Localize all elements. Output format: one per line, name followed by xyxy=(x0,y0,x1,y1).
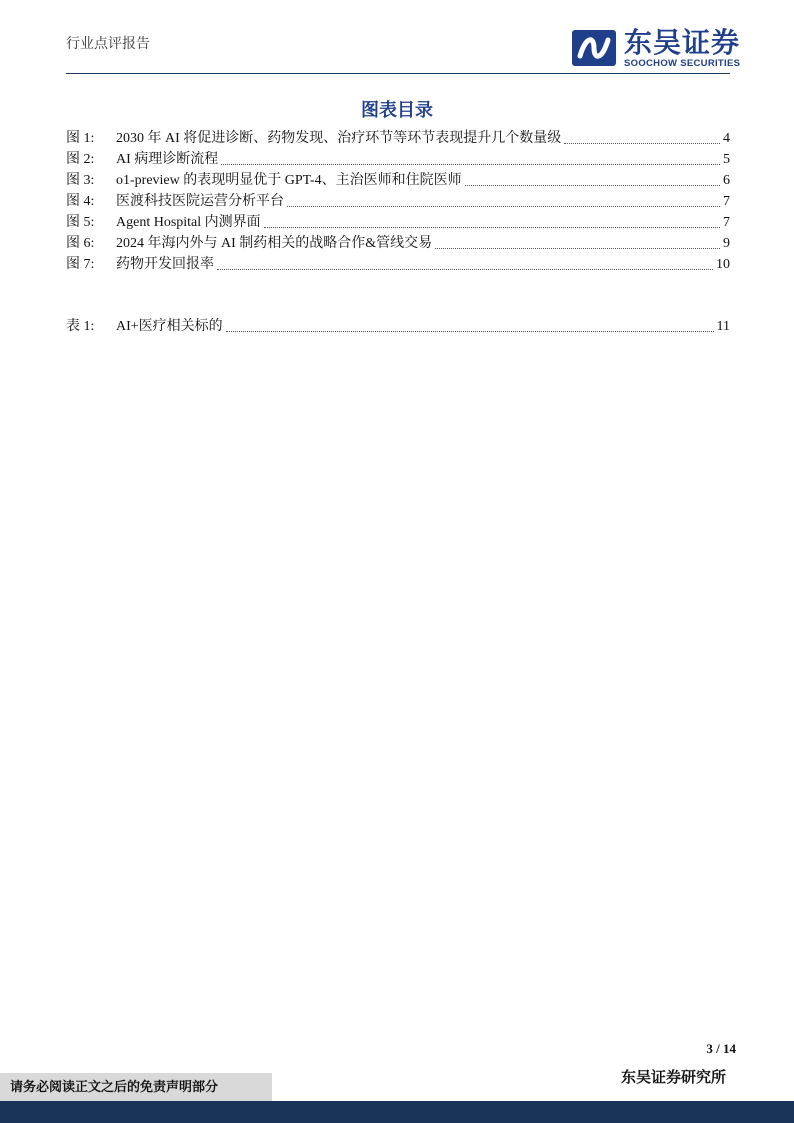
figure-toc-list xyxy=(66,128,730,275)
toc-entry-page: 11 xyxy=(716,319,730,334)
toc-entry-label: 图 4: xyxy=(66,194,95,209)
toc-entry-label: 图 2: xyxy=(66,152,95,167)
toc-leader-dots xyxy=(264,226,720,228)
toc-entry-label: 图 5: xyxy=(66,215,95,230)
toc-entry-text: 药物开发回报率 xyxy=(116,257,214,272)
toc-entry-page: 5 xyxy=(723,152,730,167)
toc-leader-dots xyxy=(564,142,720,144)
toc-entry[interactable] xyxy=(66,191,730,212)
toc-entry[interactable] xyxy=(66,149,730,170)
toc-entry-page: 9 xyxy=(723,236,730,251)
toc-entry-label: 图 1: xyxy=(66,131,95,146)
toc-entry-label: 图 7: xyxy=(66,257,95,272)
toc-leader-dots xyxy=(226,330,714,332)
toc-entry[interactable] xyxy=(66,254,730,275)
institute-name: 东吴证券研究所 xyxy=(620,1070,726,1086)
logo-english-name: SOOCHOW SECURITIES xyxy=(624,58,741,69)
toc-entry-text: AI+医疗相关标的 xyxy=(116,319,223,334)
disclaimer-note: 请务必阅读正文之后的免责声明部分 xyxy=(0,1073,272,1101)
toc-title: 图表目录 xyxy=(361,100,433,120)
toc-leader-dots xyxy=(221,163,720,165)
toc-leader-dots xyxy=(435,247,720,249)
logo-chinese-name: 东吴证券 xyxy=(624,26,741,59)
soochow-logo-icon xyxy=(572,28,618,68)
toc-leader-dots xyxy=(287,205,720,207)
header-divider xyxy=(66,73,730,74)
toc-entry-text: 2024 年海内外与 AI 制药相关的战略合作&管线交易 xyxy=(116,236,433,251)
report-category: 行业点评报告 xyxy=(66,37,150,52)
page-number: 3 / 14 xyxy=(706,1041,736,1056)
toc-entry-text: 2030 年 AI 将促进诊断、药物发现、治疗环节等环节表现提升几个数量级 xyxy=(116,131,562,146)
toc-entry[interactable] xyxy=(66,316,730,337)
toc-entry-text: o1-preview 的表现明显优于 GPT-4、主治医师和住院医师 xyxy=(116,173,462,188)
toc-entry-label: 表 1: xyxy=(66,319,95,334)
toc-entry[interactable] xyxy=(66,170,730,191)
toc-entry-text: 医渡科技医院运营分析平台 xyxy=(116,194,284,209)
toc-entry[interactable] xyxy=(66,128,730,149)
toc-entry-page: 7 xyxy=(723,215,730,230)
footer-bar xyxy=(0,1101,794,1123)
company-logo xyxy=(572,28,740,69)
toc-entry[interactable] xyxy=(66,212,730,233)
toc-entry-text: AI 病理诊断流程 xyxy=(116,152,219,167)
toc-leader-dots xyxy=(217,268,713,270)
toc-entry-page: 4 xyxy=(723,131,730,146)
toc-entry-page: 6 xyxy=(723,173,730,188)
toc-leader-dots xyxy=(465,184,720,186)
toc-entry-page: 7 xyxy=(723,194,730,209)
toc-entry-label: 图 3: xyxy=(66,173,95,188)
table-toc-list xyxy=(66,316,730,337)
toc-entry-text: Agent Hospital 内测界面 xyxy=(116,215,261,230)
toc-entry[interactable] xyxy=(66,233,730,254)
toc-entry-page: 10 xyxy=(716,257,730,272)
toc-entry-label: 图 6: xyxy=(66,236,95,251)
